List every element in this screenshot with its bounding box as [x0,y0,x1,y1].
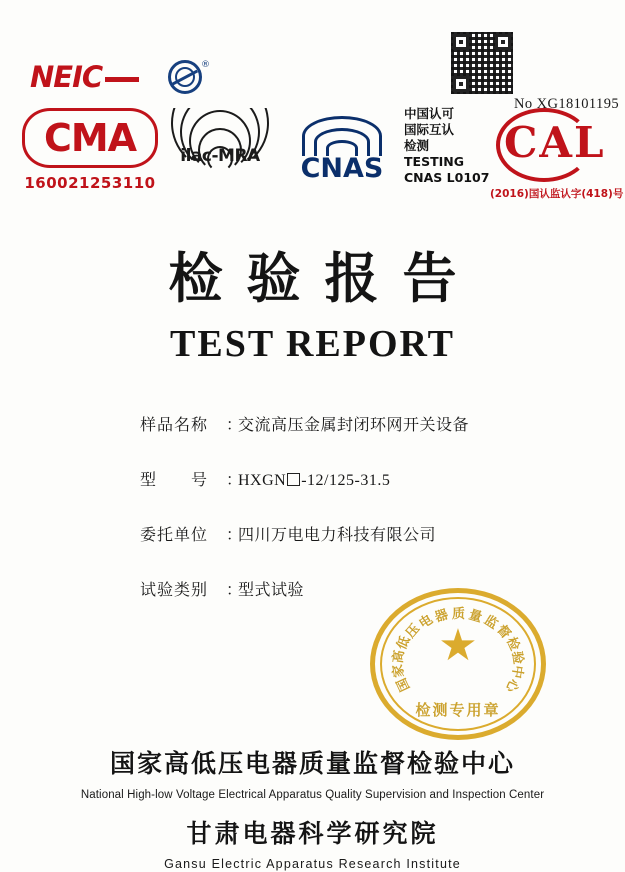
model-suffix: -12/125-31.5 [301,472,391,489]
seal-arc-char: 电 [416,612,436,632]
seal-arc-char: 国 [394,675,414,694]
cnas-text-line-3: 检测 [404,138,430,153]
qr-corner-icon [495,34,511,50]
cnas-logo [286,110,398,184]
qr-corner-icon [453,34,469,50]
seal-arc-char: 监 [481,612,501,633]
cal-code: (2016)国认监认字(418)号 [490,188,624,200]
neic-logo [30,60,139,94]
ilac-mra-logo [166,108,274,184]
cma-logo [22,108,158,192]
cnas-text-line-1: 中国认可 [404,106,455,121]
official-seal-stamp: 国 家 高 低 压 电 器 质 量 监 督 检 验 中 心 ★ 检测专用章 [370,588,546,740]
seal-arc-char: 高 [390,649,408,665]
field-value: 四川万电电力科技有限公司 [238,525,437,544]
field-value [238,472,580,490]
seal-arc-char: 督 [493,622,514,642]
seal-arc-char: 低 [394,634,414,653]
seal-bottom-text: 检测专用章 [415,701,501,719]
page-title-en: TEST REPORT [170,323,455,365]
cgc-certification-icon [168,60,208,100]
field-colon: ： [226,415,243,434]
cma-label: CMA [22,108,158,168]
accreditation-mark-row [0,104,625,208]
institute-name-cn: 甘肃电器科学研究院 [186,819,439,848]
cnas-arc-icon [286,110,398,154]
institute-name-en: Gansu Electric Apparatus Research Institute [164,857,461,871]
empty-box-icon [287,473,300,486]
seal-arc-char: 验 [508,650,526,666]
org-name-en: National High-low Voltage Electrical Apparatus Quality Supervision and Inspection Center [80,789,545,801]
cnas-text-line-5: CNAS L0107 [404,170,490,185]
field-value: 型式试验 [238,580,305,599]
ilac-label: ilac-MRA [180,146,260,166]
top-mark-row [0,26,625,112]
seal-arc-char: 器 [433,607,451,626]
seal-arc-char: 质 [452,607,466,622]
field-client [140,522,580,545]
footer-organization [0,744,625,871]
field-label: 试验类别 [140,580,209,599]
cma-code: 160021253110 [24,174,156,192]
field-label: 委托单位 [140,525,209,544]
qr-corner-icon [453,76,469,92]
field-label: 型 号 [140,470,209,489]
registered-icon: ® [201,60,210,70]
seal-arc-char: 家 [390,663,408,679]
field-label: 样品名称 [140,415,209,434]
seal-arc-char: 压 [403,621,424,642]
cnas-text-line-4: TESTING [404,154,464,169]
field-colon: ： [226,525,243,544]
page-title-cn: 检验报告 [168,246,481,310]
cal-logo [490,106,624,202]
field-value: 交流高压金属封闭环网开关设备 [238,415,470,434]
seal-arc-char: 量 [466,607,484,626]
seal-arc-char: 中 [508,664,526,680]
neic-label: NEIC [30,60,103,94]
neic-bar [105,77,139,82]
field-colon: ： [226,580,243,599]
seal-arc-char: 心 [502,676,522,695]
field-colon: ： [226,470,243,489]
field-sample-name [140,412,580,435]
cal-label: CAL [504,118,606,167]
report-number: No XG18101195 [514,96,619,112]
field-model [140,467,580,490]
cnas-accreditation-text [404,106,489,186]
model-prefix: HXGN [238,472,287,489]
cnas-label: CNAS [300,153,384,184]
cnas-text-line-2: 国际互认 [404,122,455,137]
qr-code-icon [451,32,513,94]
org-name-cn: 国家高低压电器质量监督检验中心 [109,749,515,778]
seal-arc-char: 检 [502,635,522,654]
